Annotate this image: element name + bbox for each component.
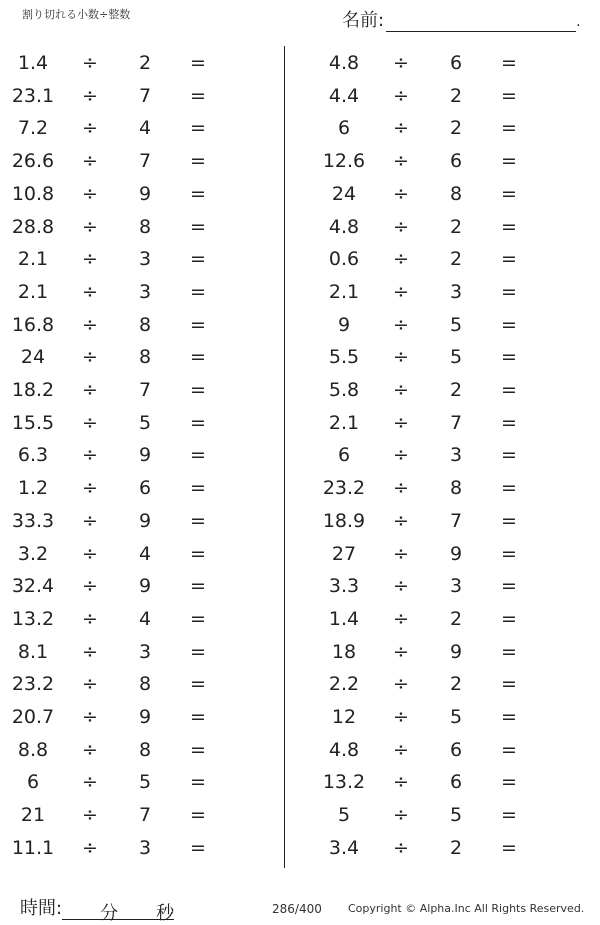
- division-sign: ÷: [82, 150, 98, 173]
- divisor: 6: [138, 477, 152, 500]
- dividend: 12.6: [322, 150, 366, 173]
- division-sign: ÷: [393, 804, 409, 827]
- problem-row: [314, 276, 544, 309]
- dividend: 1.2: [17, 477, 49, 500]
- equals-sign: =: [190, 640, 206, 663]
- divisor: 7: [138, 84, 152, 107]
- division-sign: ÷: [393, 738, 409, 761]
- problem-row: [3, 570, 233, 603]
- dividend: 13.2: [322, 771, 366, 794]
- dividend: 3.4: [328, 836, 360, 859]
- problem-row: [314, 538, 544, 571]
- division-sign: ÷: [393, 182, 409, 205]
- problem-row: [3, 407, 233, 440]
- equals-sign: =: [190, 575, 206, 598]
- division-sign: ÷: [82, 836, 98, 859]
- dividend: 3.3: [328, 575, 360, 598]
- divisor: 5: [449, 346, 463, 369]
- problem-row: [314, 603, 544, 636]
- divisor: 4: [138, 542, 152, 565]
- problem-row: [3, 603, 233, 636]
- problem-row: [3, 636, 233, 669]
- division-sign: ÷: [393, 706, 409, 728]
- equals-sign: =: [190, 542, 206, 565]
- equals-sign: =: [190, 215, 206, 238]
- division-sign: ÷: [393, 771, 409, 794]
- equals-sign: =: [501, 575, 517, 598]
- dividend: 10.8: [11, 182, 55, 205]
- problem-row: [314, 112, 544, 145]
- equals-sign: =: [501, 509, 517, 532]
- divisor: 5: [138, 771, 152, 794]
- divisor: 9: [138, 509, 152, 532]
- problem-row: [3, 799, 233, 832]
- divisor: 9: [138, 575, 152, 598]
- dividend: 2.2: [328, 673, 360, 696]
- divisor: 7: [449, 509, 463, 532]
- division-sign: ÷: [82, 117, 98, 140]
- division-sign: ÷: [393, 84, 409, 107]
- equals-sign: =: [501, 313, 517, 336]
- equals-sign: =: [501, 640, 517, 663]
- divisor: 3: [138, 248, 152, 271]
- problem-row: [3, 243, 233, 276]
- division-sign: ÷: [82, 280, 98, 303]
- division-sign: ÷: [393, 52, 409, 74]
- equals-sign: =: [501, 117, 517, 140]
- dividend: 4.4: [328, 84, 360, 107]
- name-end-mark: .: [576, 14, 581, 30]
- dividend: 2.1: [328, 411, 360, 434]
- equals-sign: =: [190, 509, 206, 532]
- problem-row: [3, 538, 233, 571]
- problem-row: [314, 505, 544, 538]
- problem-row: [314, 734, 544, 767]
- division-sign: ÷: [82, 771, 98, 794]
- division-sign: ÷: [82, 182, 98, 205]
- division-sign: ÷: [393, 313, 409, 336]
- divisor: 3: [138, 836, 152, 859]
- problem-row: [3, 832, 233, 865]
- problem-row: [3, 211, 233, 244]
- problem-row: [314, 80, 544, 113]
- divisor: 6: [449, 738, 463, 761]
- dividend: 6: [26, 771, 40, 794]
- equals-sign: =: [190, 280, 206, 303]
- division-sign: ÷: [82, 673, 98, 696]
- divisor: 9: [138, 706, 152, 728]
- division-sign: ÷: [82, 346, 98, 369]
- column-divider: [284, 46, 285, 868]
- equals-sign: =: [190, 444, 206, 467]
- division-sign: ÷: [82, 84, 98, 107]
- dividend: 27: [331, 542, 357, 565]
- division-sign: ÷: [82, 509, 98, 532]
- dividend: 20.7: [11, 706, 55, 728]
- problem-row: [3, 734, 233, 767]
- seconds-label: 秒: [156, 903, 175, 924]
- division-sign: ÷: [82, 52, 98, 74]
- equals-sign: =: [190, 150, 206, 173]
- division-sign: ÷: [393, 411, 409, 434]
- equals-sign: =: [501, 84, 517, 107]
- dividend: 16.8: [11, 313, 55, 336]
- divisor: 9: [138, 182, 152, 205]
- division-sign: ÷: [82, 640, 98, 663]
- equals-sign: =: [501, 607, 517, 630]
- divisor: 4: [138, 607, 152, 630]
- equals-sign: =: [190, 607, 206, 630]
- equals-sign: =: [190, 117, 206, 140]
- equals-sign: =: [501, 182, 517, 205]
- divisor: 6: [449, 52, 463, 74]
- problem-row: [3, 276, 233, 309]
- equals-sign: =: [190, 52, 206, 74]
- dividend: 15.5: [11, 411, 55, 434]
- problem-row: [314, 374, 544, 407]
- time-blank-line[interactable]: [62, 899, 175, 924]
- dividend: 11.1: [11, 836, 55, 859]
- dividend: 0.6: [328, 248, 360, 271]
- dividend: 28.8: [11, 215, 55, 238]
- equals-sign: =: [190, 477, 206, 500]
- equals-sign: =: [190, 706, 206, 728]
- problem-row: [3, 80, 233, 113]
- division-sign: ÷: [82, 379, 98, 401]
- equals-sign: =: [501, 706, 517, 728]
- problem-row: [314, 668, 544, 701]
- equals-sign: =: [501, 836, 517, 859]
- divisor: 2: [449, 673, 463, 696]
- problem-row: [314, 309, 544, 342]
- dividend: 18.2: [11, 379, 55, 401]
- equals-sign: =: [190, 804, 206, 827]
- equals-sign: =: [501, 477, 517, 500]
- problem-row: [3, 472, 233, 505]
- divisor: 2: [449, 117, 463, 140]
- problem-row: [3, 47, 233, 80]
- divisor: 2: [449, 607, 463, 630]
- page-number: 286/400: [272, 902, 322, 916]
- divisor: 7: [138, 379, 152, 401]
- problem-row: [314, 701, 544, 734]
- dividend: 1.4: [17, 52, 49, 74]
- problem-row: [314, 341, 544, 374]
- division-sign: ÷: [393, 673, 409, 696]
- dividend: 8.8: [17, 738, 49, 761]
- dividend: 2.1: [17, 248, 49, 271]
- division-sign: ÷: [393, 248, 409, 271]
- dividend: 4.8: [328, 52, 360, 74]
- problem-row: [314, 407, 544, 440]
- divisor: 8: [138, 313, 152, 336]
- division-sign: ÷: [393, 379, 409, 401]
- divisor: 6: [449, 150, 463, 173]
- division-sign: ÷: [393, 477, 409, 500]
- dividend: 6: [337, 444, 351, 467]
- dividend: 9: [337, 313, 351, 336]
- divisor: 3: [138, 280, 152, 303]
- divisor: 8: [449, 182, 463, 205]
- division-sign: ÷: [82, 215, 98, 238]
- dividend: 6: [337, 117, 351, 140]
- problem-row: [314, 472, 544, 505]
- equals-sign: =: [501, 215, 517, 238]
- copyright-notice: Copyright © Alpha.Inc All Rights Reserved.: [348, 902, 585, 915]
- problem-row: [3, 374, 233, 407]
- divisor: 8: [138, 738, 152, 761]
- divisor: 3: [449, 575, 463, 598]
- equals-sign: =: [501, 346, 517, 369]
- equals-sign: =: [501, 738, 517, 761]
- problem-row: [3, 309, 233, 342]
- division-sign: ÷: [82, 477, 98, 500]
- equals-sign: =: [190, 182, 206, 205]
- division-sign: ÷: [393, 542, 409, 565]
- dividend: 23.2: [322, 477, 366, 500]
- minutes-label: 分: [100, 903, 119, 924]
- time-field: [20, 894, 175, 924]
- division-sign: ÷: [82, 313, 98, 336]
- problem-row: [3, 178, 233, 211]
- divisor: 8: [138, 346, 152, 369]
- name-field: [342, 6, 581, 32]
- dividend: 3.2: [17, 542, 49, 565]
- equals-sign: =: [501, 542, 517, 565]
- dividend: 18.9: [322, 509, 366, 532]
- equals-sign: =: [501, 444, 517, 467]
- problem-row: [314, 145, 544, 178]
- dividend: 23.2: [11, 673, 55, 696]
- equals-sign: =: [501, 248, 517, 271]
- equals-sign: =: [501, 150, 517, 173]
- dividend: 18: [331, 640, 357, 663]
- problem-row: [3, 439, 233, 472]
- name-label: 名前:: [342, 10, 385, 31]
- problem-row: [3, 668, 233, 701]
- equals-sign: =: [190, 836, 206, 859]
- divisor: 7: [138, 150, 152, 173]
- division-sign: ÷: [393, 444, 409, 467]
- divisor: 8: [449, 477, 463, 500]
- dividend: 4.8: [328, 738, 360, 761]
- divisor: 9: [449, 640, 463, 663]
- equals-sign: =: [190, 411, 206, 434]
- division-sign: ÷: [393, 836, 409, 859]
- name-blank-line[interactable]: [386, 13, 576, 32]
- dividend: 26.6: [11, 150, 55, 173]
- worksheet-title: 割り切れる小数÷整数: [22, 8, 131, 21]
- equals-sign: =: [501, 379, 517, 401]
- divisor: 5: [449, 706, 463, 728]
- problem-row: [314, 243, 544, 276]
- division-sign: ÷: [393, 215, 409, 238]
- divisor: 2: [449, 215, 463, 238]
- dividend: 5.5: [328, 346, 360, 369]
- divisor: 7: [138, 804, 152, 827]
- dividend: 7.2: [17, 117, 49, 140]
- divisor: 9: [449, 542, 463, 565]
- problem-row: [314, 636, 544, 669]
- dividend: 33.3: [11, 509, 55, 532]
- divisor: 8: [138, 673, 152, 696]
- division-sign: ÷: [82, 575, 98, 598]
- problem-row: [3, 505, 233, 538]
- dividend: 21: [20, 804, 46, 827]
- problem-row: [3, 766, 233, 799]
- equals-sign: =: [501, 280, 517, 303]
- problem-row: [314, 799, 544, 832]
- divisor: 3: [449, 280, 463, 303]
- division-sign: ÷: [393, 346, 409, 369]
- dividend: 6.3: [17, 444, 49, 467]
- dividend: 23.1: [11, 84, 55, 107]
- division-sign: ÷: [82, 607, 98, 630]
- problem-row: [314, 766, 544, 799]
- problem-row: [314, 439, 544, 472]
- divisor: 5: [449, 804, 463, 827]
- division-sign: ÷: [393, 607, 409, 630]
- division-sign: ÷: [393, 575, 409, 598]
- problem-row: [314, 832, 544, 865]
- dividend: 5.8: [328, 379, 360, 401]
- equals-sign: =: [190, 771, 206, 794]
- division-sign: ÷: [82, 411, 98, 434]
- dividend: 2.1: [328, 280, 360, 303]
- divisor: 4: [138, 117, 152, 140]
- divisor: 3: [449, 444, 463, 467]
- problem-row: [3, 341, 233, 374]
- dividend: 12: [331, 706, 357, 728]
- problem-row: [3, 145, 233, 178]
- division-sign: ÷: [82, 444, 98, 467]
- divisor: 5: [138, 411, 152, 434]
- dividend: 32.4: [11, 575, 55, 598]
- equals-sign: =: [501, 771, 517, 794]
- time-label: 時間:: [20, 898, 63, 919]
- division-sign: ÷: [393, 280, 409, 303]
- division-sign: ÷: [82, 804, 98, 827]
- equals-sign: =: [190, 248, 206, 271]
- equals-sign: =: [501, 52, 517, 74]
- equals-sign: =: [501, 411, 517, 434]
- dividend: 8.1: [17, 640, 49, 663]
- problem-row: [314, 47, 544, 80]
- dividend: 24: [20, 346, 46, 369]
- divisor: 7: [449, 411, 463, 434]
- equals-sign: =: [190, 673, 206, 696]
- division-sign: ÷: [82, 248, 98, 271]
- division-sign: ÷: [82, 706, 98, 728]
- divisor: 6: [449, 771, 463, 794]
- equals-sign: =: [190, 738, 206, 761]
- equals-sign: =: [501, 673, 517, 696]
- division-sign: ÷: [393, 117, 409, 140]
- problem-row: [314, 178, 544, 211]
- divisor: 8: [138, 215, 152, 238]
- divisor: 2: [449, 248, 463, 271]
- divisor: 5: [449, 313, 463, 336]
- dividend: 24: [331, 182, 357, 205]
- divisor: 2: [449, 379, 463, 401]
- problem-row: [314, 570, 544, 603]
- dividend: 4.8: [328, 215, 360, 238]
- divisor: 2: [449, 84, 463, 107]
- divisor: 2: [138, 52, 152, 74]
- divisor: 9: [138, 444, 152, 467]
- dividend: 13.2: [11, 607, 55, 630]
- equals-sign: =: [190, 379, 206, 401]
- divisor: 3: [138, 640, 152, 663]
- problem-row: [3, 112, 233, 145]
- equals-sign: =: [190, 346, 206, 369]
- dividend: 5: [337, 804, 351, 827]
- division-sign: ÷: [393, 640, 409, 663]
- division-sign: ÷: [393, 509, 409, 532]
- dividend: 2.1: [17, 280, 49, 303]
- equals-sign: =: [501, 804, 517, 827]
- division-sign: ÷: [393, 150, 409, 173]
- equals-sign: =: [190, 313, 206, 336]
- problem-row: [3, 701, 233, 734]
- divisor: 2: [449, 836, 463, 859]
- equals-sign: =: [190, 84, 206, 107]
- division-sign: ÷: [82, 738, 98, 761]
- problem-row: [314, 211, 544, 244]
- dividend: 1.4: [328, 607, 360, 630]
- division-sign: ÷: [82, 542, 98, 565]
